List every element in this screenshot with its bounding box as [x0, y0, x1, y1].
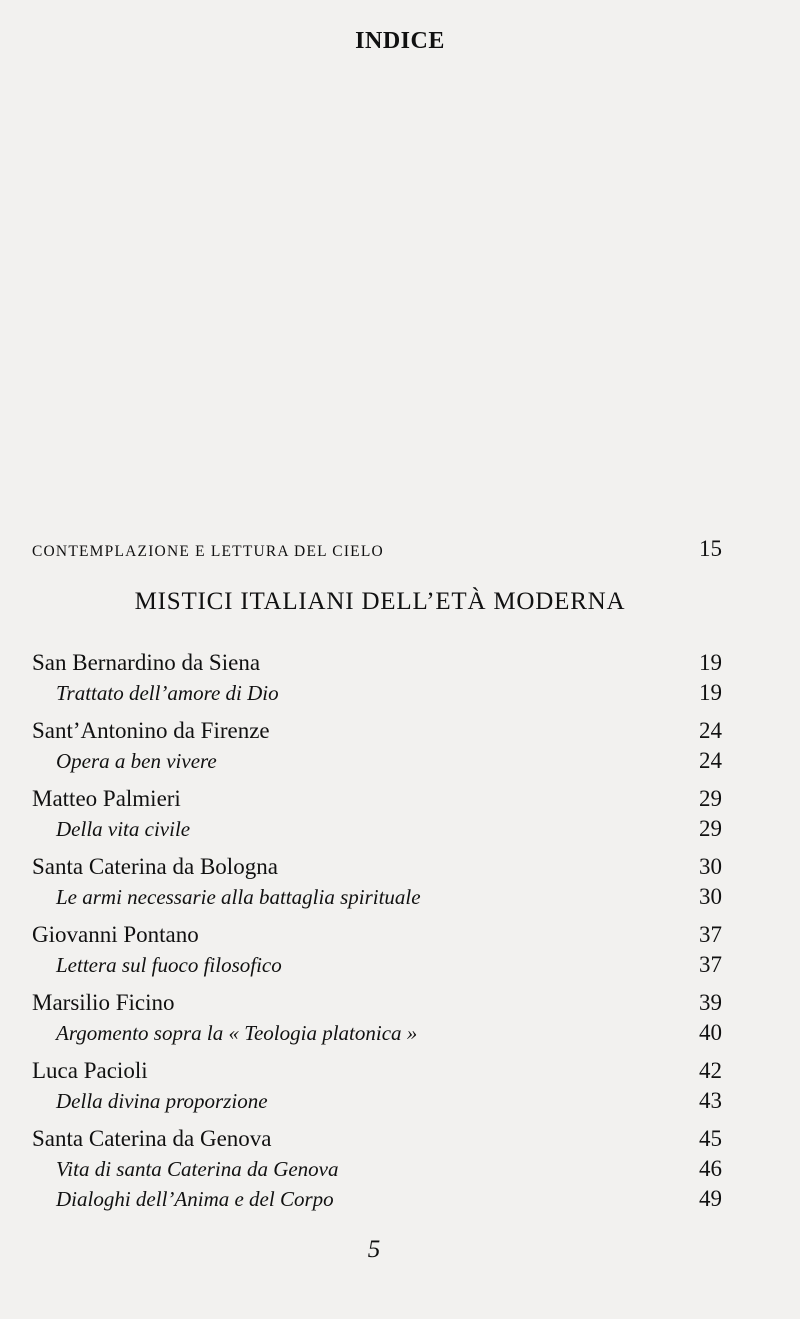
author-entry[interactable] — [32, 716, 722, 746]
author-group — [32, 920, 722, 980]
author-name: Santa Caterina da Bologna — [32, 854, 278, 879]
work-title: Della divina proporzione — [56, 1089, 268, 1113]
work-page: 46 — [699, 1156, 722, 1181]
author-name: San Bernardino da Siena — [32, 650, 261, 675]
author-group — [32, 784, 722, 844]
author-group — [32, 1056, 722, 1116]
work-page: 24 — [699, 748, 722, 773]
author-group — [32, 1124, 722, 1214]
work-title: Trattato dell’amore di Dio — [56, 681, 279, 705]
author-name: Luca Pacioli — [32, 1058, 148, 1083]
work-entry[interactable] — [32, 1086, 722, 1116]
table-of-contents — [32, 648, 722, 1222]
author-name: Marsilio Ficino — [32, 990, 175, 1015]
work-entry[interactable] — [32, 678, 722, 708]
author-name: Santa Caterina da Genova — [32, 1126, 272, 1151]
work-entry[interactable] — [32, 814, 722, 844]
author-group — [32, 988, 722, 1048]
author-page: 29 — [699, 786, 722, 811]
work-page: 29 — [699, 816, 722, 841]
author-group — [32, 648, 722, 708]
work-title: Vita di santa Caterina da Genova — [56, 1157, 339, 1181]
work-entry[interactable] — [32, 950, 722, 980]
author-page: 24 — [699, 718, 722, 743]
author-group — [32, 716, 722, 776]
work-page: 40 — [699, 1020, 722, 1045]
author-name: Giovanni Pontano — [32, 922, 199, 947]
section-label: CONTEMPLAZIONE E LETTURA DEL CIELO — [32, 543, 384, 560]
page-number: 5 — [367, 1236, 381, 1263]
work-title: Le armi necessarie alla battaglia spirituale — [56, 885, 421, 909]
author-entry[interactable] — [32, 852, 722, 882]
page-title: INDICE — [355, 28, 445, 54]
author-page: 19 — [699, 650, 722, 675]
section-entry[interactable] — [32, 536, 722, 562]
work-entry[interactable] — [32, 746, 722, 776]
work-page: 19 — [699, 680, 722, 705]
work-page: 30 — [699, 884, 722, 909]
author-group — [32, 852, 722, 912]
author-name: Matteo Palmieri — [32, 786, 181, 811]
author-entry[interactable] — [32, 988, 722, 1018]
author-entry[interactable] — [32, 920, 722, 950]
work-page: 49 — [699, 1186, 722, 1211]
author-page: 30 — [699, 854, 722, 879]
author-page: 37 — [699, 922, 722, 947]
work-entry[interactable] — [32, 1184, 722, 1214]
work-title: Dialoghi dell’Anima e del Corpo — [56, 1187, 334, 1211]
author-entry[interactable] — [32, 1124, 722, 1154]
part-title: MISTICI ITALIANI DELL’ETÀ MODERNA — [134, 588, 626, 615]
work-page: 43 — [699, 1088, 722, 1113]
work-entry[interactable] — [32, 1018, 722, 1048]
author-page: 42 — [699, 1058, 722, 1083]
author-name: Sant’Antonino da Firenze — [32, 718, 270, 743]
author-entry[interactable] — [32, 648, 722, 678]
section-page: 15 — [699, 536, 722, 561]
work-page: 37 — [699, 952, 722, 977]
author-page: 45 — [699, 1126, 722, 1151]
author-entry[interactable] — [32, 784, 722, 814]
work-title: Lettera sul fuoco filosofico — [56, 953, 282, 977]
work-title: Opera a ben vivere — [56, 749, 217, 773]
work-title: Della vita civile — [56, 817, 191, 841]
author-page: 39 — [699, 990, 722, 1015]
work-entry[interactable] — [32, 882, 722, 912]
work-entry[interactable] — [32, 1154, 722, 1184]
work-title: Argomento sopra la « Teologia platonica » — [56, 1021, 418, 1045]
author-entry[interactable] — [32, 1056, 722, 1086]
